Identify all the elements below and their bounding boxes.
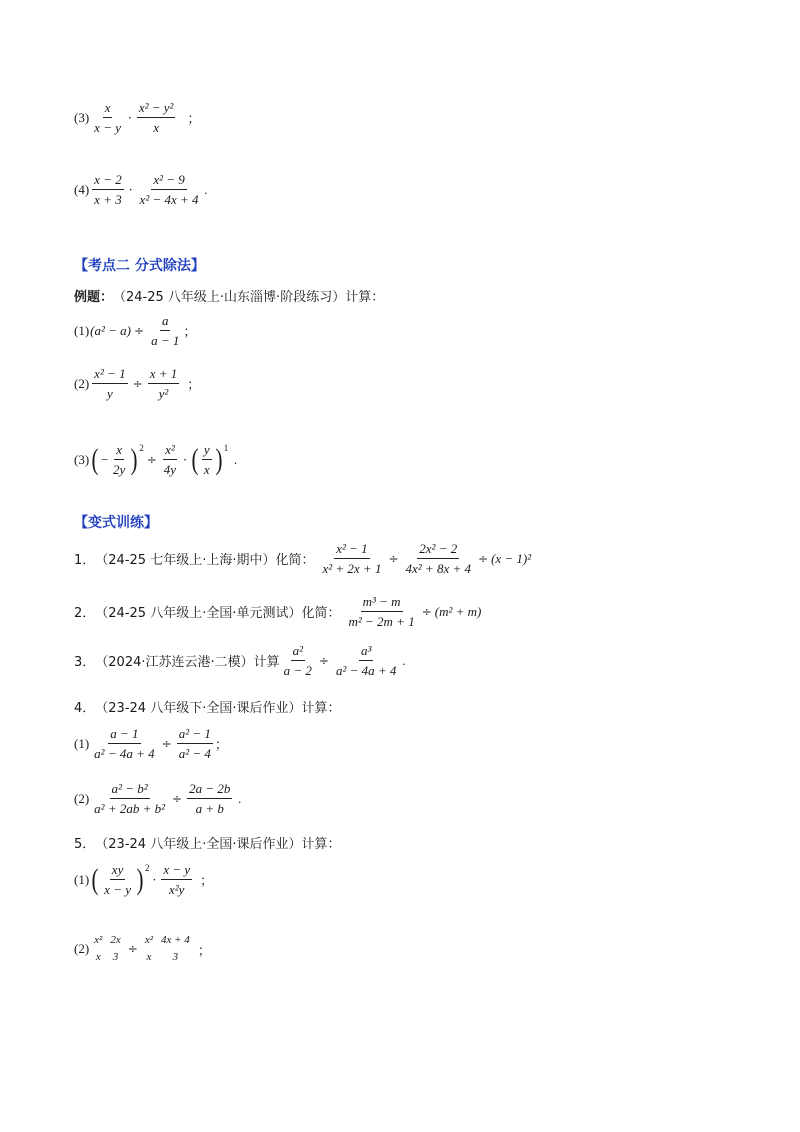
operator: · [152, 872, 157, 887]
exponent: 2 [139, 442, 144, 453]
operator: · [128, 182, 133, 197]
operator: ÷ [127, 942, 138, 956]
denominator: a − 1 [151, 333, 180, 348]
problem-label: (1) [74, 871, 90, 887]
item-number: 3． [74, 655, 96, 670]
fraction [161, 862, 192, 897]
variant-5-problem-2 [74, 934, 211, 964]
fraction [137, 100, 176, 135]
numerator: a³ [359, 643, 373, 661]
punctuation: ； [187, 378, 201, 393]
numerator: 2a − 2b [187, 781, 232, 799]
exponent: 1 [223, 442, 229, 453]
operator: ÷ [318, 653, 329, 668]
right-paren: ) [215, 442, 223, 476]
operator: ÷ [478, 551, 489, 566]
denominator: a + b [195, 801, 224, 816]
fraction [143, 934, 155, 964]
problem-label: (2) [74, 375, 90, 391]
punctuation: ； [197, 943, 211, 959]
item-number: 4． [74, 701, 96, 716]
denominator: 2y [112, 462, 126, 477]
variant-2 [74, 594, 481, 629]
example-label: 例题： [74, 290, 114, 305]
item-number: 2． [74, 606, 96, 621]
fraction [92, 366, 127, 401]
variant-heading: 【变式训练】 [74, 515, 158, 531]
fraction [149, 313, 181, 348]
variant-5-intro [74, 833, 340, 852]
exponent: 2 [144, 862, 150, 873]
denominator: 3 [112, 951, 119, 963]
fraction [92, 934, 104, 964]
problem-3 [74, 100, 200, 135]
expression: (m² + m) [434, 603, 482, 619]
fraction [202, 442, 212, 477]
numerator: x − y [161, 862, 192, 880]
fraction [148, 366, 180, 401]
denominator: 4y [163, 462, 177, 477]
section-heading: 【考点二 分式除法】 [74, 258, 205, 274]
denominator: a² + 2ab + b² [94, 801, 166, 816]
numerator: a² − 1 [177, 726, 213, 744]
denominator: x² + 2x + 1 [322, 561, 382, 576]
numerator: 2x² − 2 [417, 541, 459, 559]
numerator: x² − 9 [151, 172, 186, 190]
fraction [92, 781, 167, 816]
fraction [162, 442, 178, 477]
punctuation: ； [183, 325, 197, 340]
fraction [159, 934, 192, 964]
fraction [346, 594, 416, 629]
variant-4-problem-1 [74, 726, 228, 761]
item-source: （23-24 八年级上·全国·课后作业）计算： [95, 837, 341, 852]
numerator: x² − 1 [92, 366, 127, 384]
example-source: （24-25 八年级上·山东淄博·阶段练习）计算： [113, 290, 385, 305]
punctuation: ； [214, 738, 228, 753]
operator: ÷ [134, 323, 145, 338]
operator: ÷ [146, 452, 157, 467]
problem-label: (2) [74, 941, 90, 956]
fraction [138, 172, 201, 207]
example-intro [74, 286, 384, 305]
problem-4 [74, 172, 208, 207]
numerator: xy [110, 862, 126, 880]
denominator: a² − 4 [178, 746, 211, 761]
right-paren: ) [136, 862, 144, 896]
numerator: x² − 1 [334, 541, 369, 559]
item-source: （2024·江苏连云港·二模）计算 [95, 655, 280, 670]
numerator: m³ − m [361, 594, 403, 612]
item-source: （24-25 八年级上·全国·单元测试）化简： [95, 606, 341, 621]
denominator: x + 3 [94, 192, 122, 207]
numerator: a − 1 [108, 726, 140, 744]
problem-label: (3) [74, 451, 90, 467]
denominator: y² [158, 386, 169, 401]
operator: · [183, 452, 187, 467]
fraction [92, 100, 123, 135]
variant-3 [74, 643, 406, 678]
denominator: x² − 4x + 4 [139, 192, 199, 207]
fraction [404, 541, 473, 576]
minus-sign: − [100, 451, 109, 467]
numerator: x [114, 442, 124, 460]
punctuation: . [204, 181, 208, 197]
fraction [334, 643, 398, 678]
denominator: x − y [94, 120, 121, 135]
operator: ÷ [132, 376, 143, 391]
expression: (x − 1)² [491, 550, 532, 566]
variant-5-problem-1 [74, 862, 213, 897]
numerator: a² − b² [110, 781, 150, 799]
problem-label: (3) [74, 109, 90, 125]
denominator: a² − 4a + 4 [94, 746, 155, 761]
numerator: x + 1 [148, 366, 180, 384]
denominator: a² − 4a + 4 [335, 663, 397, 678]
fraction [282, 643, 314, 678]
numerator: x² [144, 934, 153, 946]
operator: ÷ [388, 551, 399, 566]
expression: (a² − a) [90, 322, 131, 338]
numerator: x [103, 100, 113, 118]
numerator: a² [291, 643, 305, 661]
denominator: 3 [172, 951, 179, 963]
numerator: x − 2 [92, 172, 124, 190]
problem-label: (1) [74, 322, 90, 338]
numerator: 2x [110, 934, 121, 946]
problem-label: (4) [74, 181, 90, 197]
punctuation: ； [200, 874, 214, 889]
denominator: x [203, 462, 210, 477]
fraction [320, 541, 383, 576]
operator: ÷ [172, 791, 183, 806]
item-source: （23-24 八年级下·全国·课后作业）计算： [95, 701, 341, 716]
punctuation: . [238, 790, 242, 806]
denominator: m² − 2m + 1 [348, 614, 415, 629]
item-number: 1． [74, 553, 96, 568]
operator: ÷ [421, 604, 432, 619]
punctuation: ； [187, 112, 201, 127]
example-problem-3 [74, 442, 237, 477]
left-paren: ( [91, 862, 99, 896]
denominator: y [107, 386, 113, 401]
variant-1 [74, 541, 531, 576]
numerator: y [202, 442, 212, 460]
denominator: x [153, 120, 159, 135]
fraction [92, 726, 156, 761]
numerator: x² [163, 442, 177, 460]
operator: · [127, 110, 132, 125]
operator: ÷ [161, 736, 172, 751]
example-problem-2 [74, 366, 200, 401]
fraction [102, 862, 133, 897]
denominator: 4x² + 8x + 4 [405, 561, 471, 576]
fraction [187, 781, 232, 816]
denominator: x [146, 951, 152, 963]
fraction [92, 172, 124, 207]
denominator: x²y [169, 882, 185, 897]
problem-label: (2) [74, 790, 90, 806]
punctuation: . [402, 652, 406, 668]
item-source: （24-25 七年级上·上海·期中）化简： [95, 553, 315, 568]
left-paren: ( [191, 442, 199, 476]
numerator: a [160, 313, 171, 331]
numerator: x² − y² [137, 100, 176, 118]
left-paren: ( [91, 442, 99, 476]
denominator: x [95, 951, 101, 963]
variant-4-problem-2 [74, 781, 242, 816]
example-problem-1 [74, 313, 196, 348]
punctuation: . [234, 451, 238, 467]
denominator: x − y [104, 882, 131, 897]
denominator: a − 2 [283, 663, 312, 678]
variant-4-intro [74, 697, 340, 716]
numerator: 4x + 4 [161, 934, 190, 946]
numerator: x² [94, 934, 103, 946]
item-number: 5． [74, 837, 96, 852]
right-paren: ) [130, 442, 138, 476]
fraction [177, 726, 213, 761]
fraction [108, 934, 122, 964]
problem-label: (1) [74, 735, 90, 751]
fraction [111, 442, 127, 477]
